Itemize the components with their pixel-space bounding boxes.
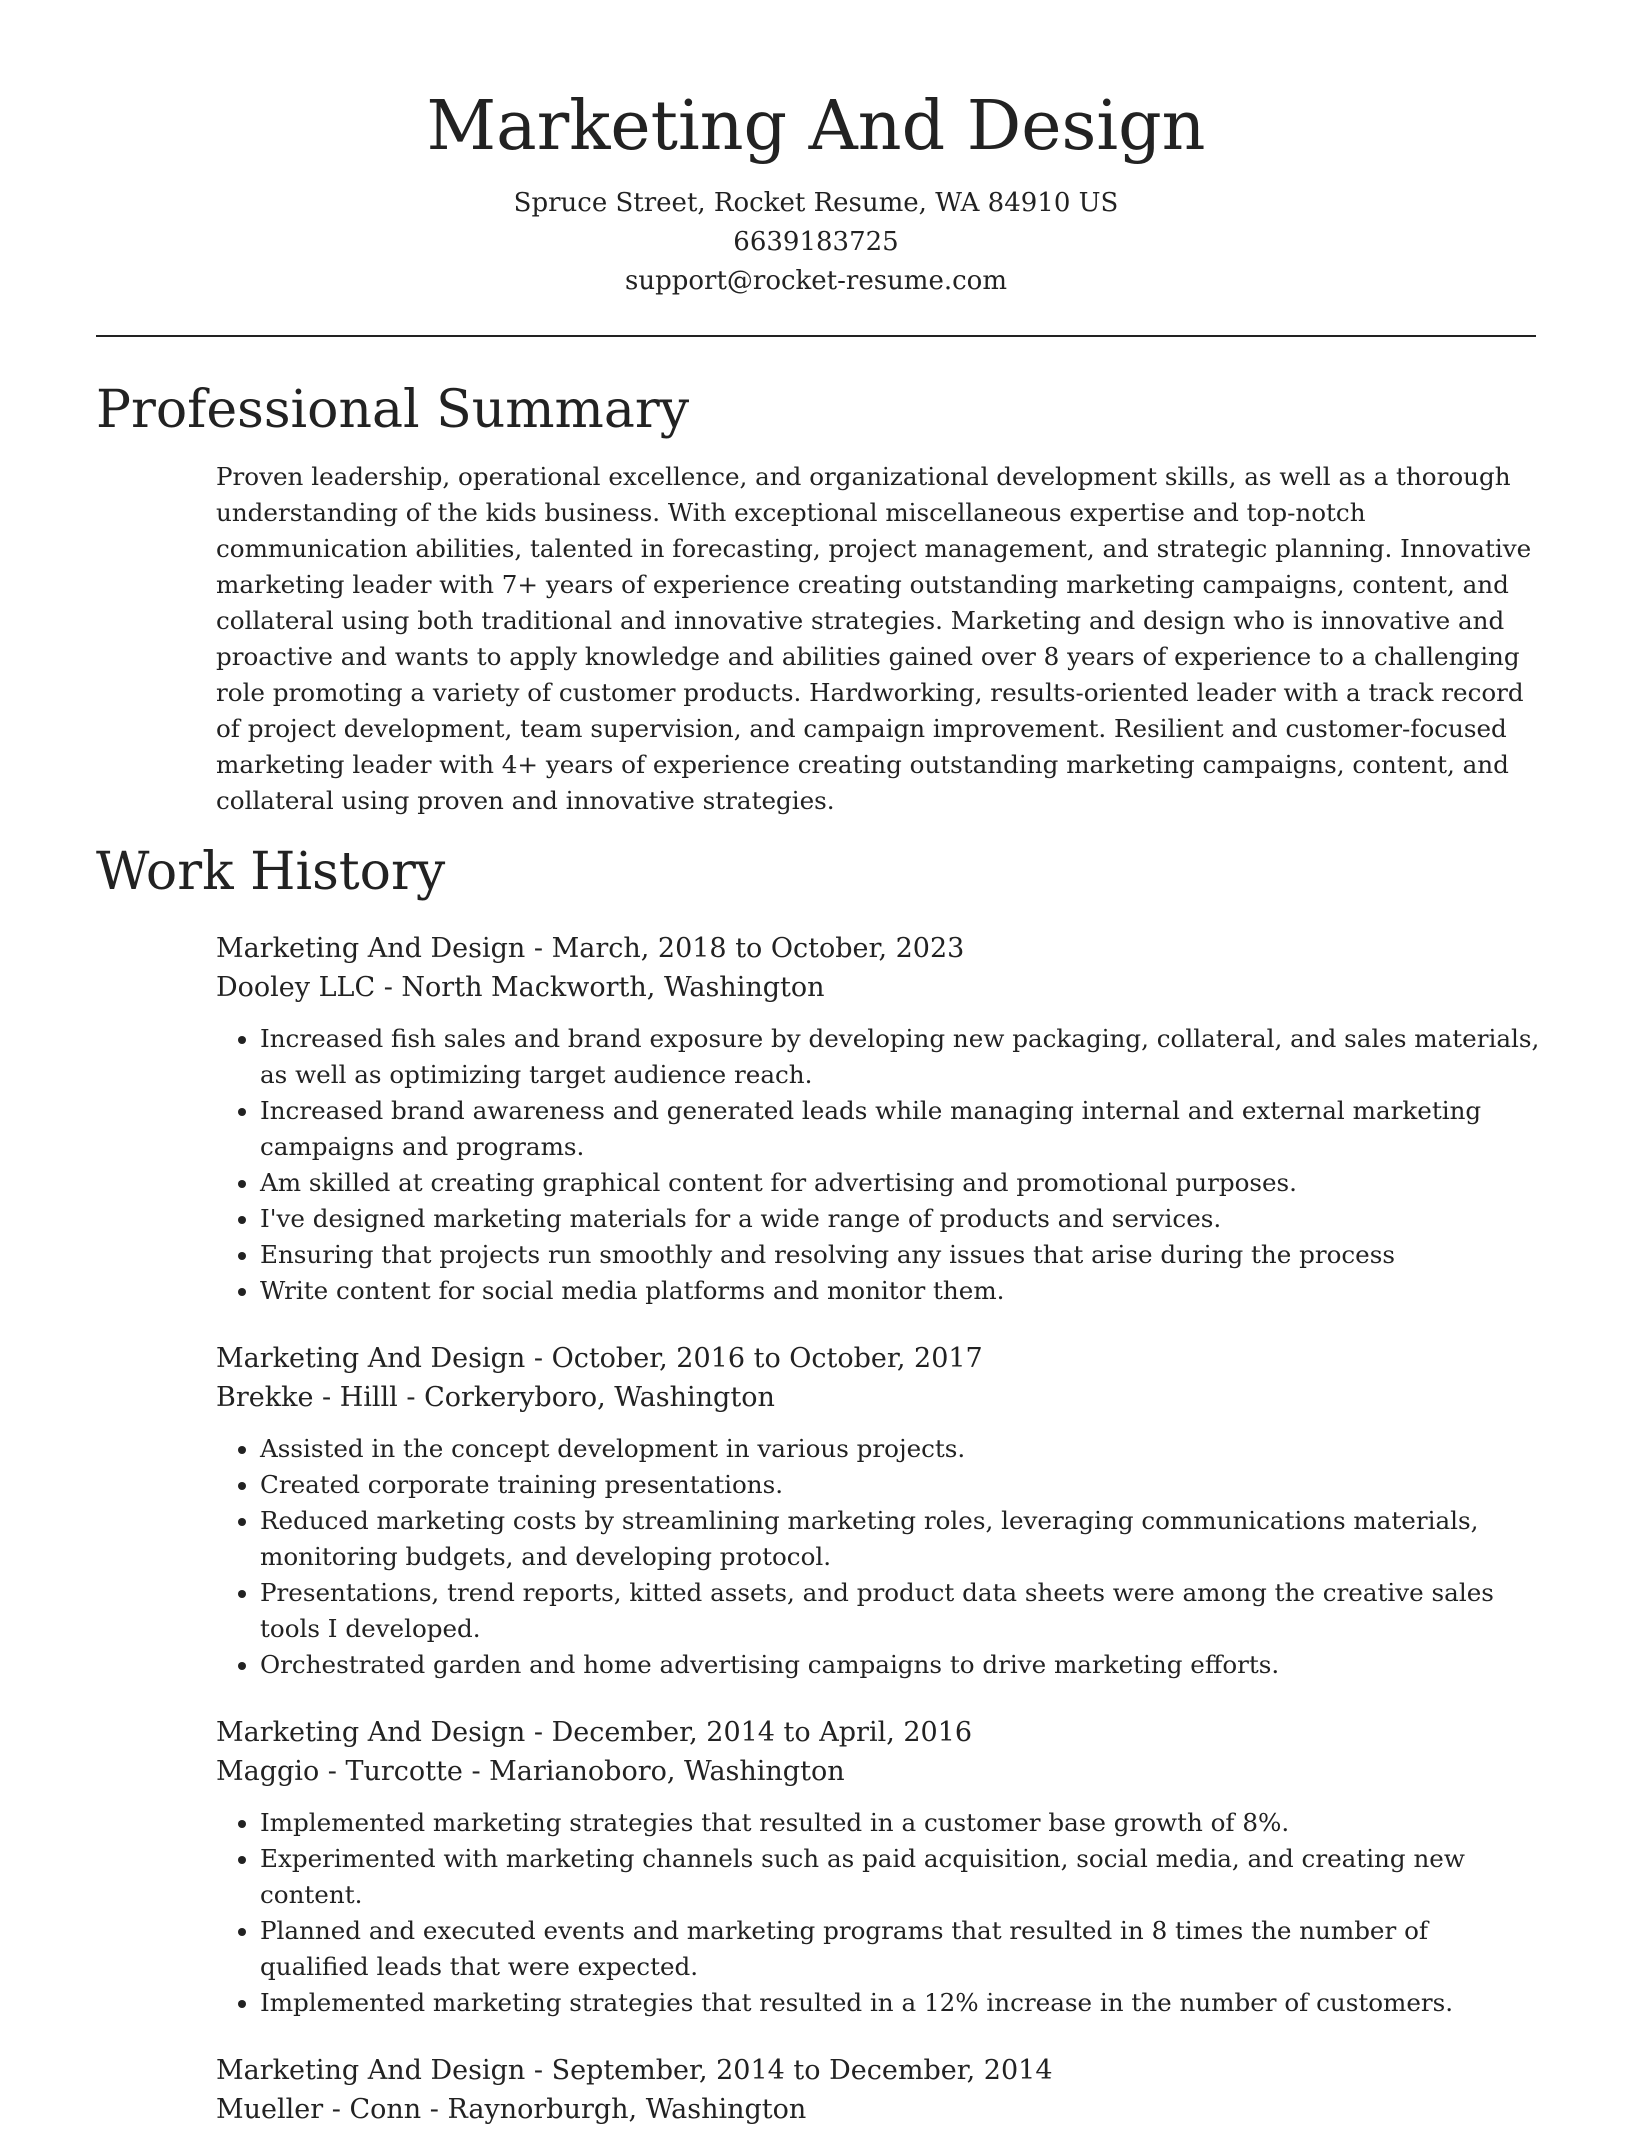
bullet-item: • Write content for social media platforms and monitor them. [260,1273,1542,1309]
work-history-heading: Work History [96,842,446,902]
bullet-item: • Increased brand awareness and generated leads while managing internal and external marketing campaigns and programs. [260,1093,1542,1165]
job-company: Brekke - Hilll [216,1382,398,1413]
summary-text: Proven leadership, operational excellence, and organizational development skills, as well as a thorough understanding of the kids business. With exceptional miscellaneous expertise and top-notch communication abilities, talented in forecasting, project management, and strategic planning. Innovative marketing leader with 7+ years of experience creating outstanding marketing campaigns, content, and collateral using both traditional and innovative strategies. Marketing and design who is innovative and proactive and wants to apply knowledge and abilities gained over 8 years of experience to a challenging role promoting a variety of customer products. Hardworking, results-oriented leader with a track record of project development, team supervision, and campaign improvement. Resilient and customer-focused marketing leader with 4+ years of experience creating outstanding marketing campaigns, content, and collateral using proven and innovative strategies. [216,462,1532,815]
email: support@rocket-resume.com [624,266,1007,296]
job-location: - Raynorburgh, Washington [421,2094,807,2125]
resume-header [96,0,1536,301]
bullet-item: • Implemented marketing strategies that resulted in a customer base growth of 8%. [260,1805,1542,1841]
bullet-item: • Implemented marketing strategies that resulted in a 12% increase in the number of customers. [260,1985,1542,2021]
header-divider [96,335,1536,337]
address: Spruce Street, Rocket Resume, WA 84910 US [513,188,1119,218]
resume-page [96,0,1540,2129]
job-bullets [216,1021,1542,1309]
work-history-section [216,929,1540,2129]
bullet-item: • Orchestrated garden and home advertising campaigns to drive marketing efforts. [260,1647,1542,1683]
job-entry [216,2051,1536,2129]
bullet-item: • Reduced marketing costs by streamlining marketing roles, leveraging communications materials, monitoring budgets, and developing protocol. [260,1503,1542,1575]
job-company-line [216,1378,1536,1417]
job-entry [216,1713,1536,2021]
job-dates: - March, 2018 to October, 2023 [525,933,965,964]
summary-heading: Professional Summary [96,380,690,440]
job-company: Maggio - Turcotte [216,1756,463,1787]
job-dates: - December, 2014 to April, 2016 [525,1717,973,1748]
job-bullets [216,1431,1542,1683]
bullet-item: • Assisted in the concept development in various projects. [260,1431,1542,1467]
job-dates: - October, 2016 to October, 2017 [525,1343,983,1374]
job-entry [216,1339,1536,1683]
job-company-line [216,1752,1536,1791]
bullet-item: • Created corporate training presentations. [260,1467,1542,1503]
bullet-item: • Increased fish sales and brand exposure by developing new packaging, collateral, and sales materials, as well as optimizing target audience reach. [260,1021,1542,1093]
bullet-item: • Presentations, trend reports, kitted assets, and product data sheets were among the creative sales tools I developed. [260,1575,1542,1647]
bullet-item: • I've designed marketing materials for a wide range of products and services. [260,1201,1542,1237]
job-role: Marketing And Design [216,1717,526,1748]
bullet-item: • Experimented with marketing channels such as paid acquisition, social media, and creating new content. [260,1841,1542,1913]
contact-info [96,184,1536,301]
job-title-line [216,1713,1536,1752]
summary-section [216,459,1536,819]
bullet-item: • Am skilled at creating graphical content for advertising and promotional purposes. [260,1165,1542,1201]
bullet-item: • Planned and executed events and marketing programs that resulted in 8 times the number of qualified leads that were expected. [260,1913,1542,1985]
job-title-line [216,2051,1536,2090]
bullet-item: • Ensuring that projects run smoothly and resolving any issues that arise during the process [260,1237,1542,1273]
job-role: Marketing And Design [216,933,526,964]
candidate-name: Marketing And Design [426,87,1206,166]
job-dates: - September, 2014 to December, 2014 [525,2055,1053,2086]
job-location: - Corkeryboro, Washington [397,1382,775,1413]
job-title-line [216,1339,1536,1378]
job-company-line [216,968,1536,1007]
job-bullets [216,1805,1542,2021]
phone: 6639183725 [733,227,899,257]
job-company-line [216,2090,1536,2129]
job-company: Dooley LLC [216,972,376,1003]
job-location: - Marianoboro, Washington [462,1756,845,1787]
job-entry [216,929,1540,1309]
job-role: Marketing And Design [216,2055,526,2086]
job-location: - North Mackworth, Washington [375,972,825,1003]
job-company: Mueller - Conn [216,2094,422,2125]
job-role: Marketing And Design [216,1343,526,1374]
job-title-line [216,929,1536,968]
